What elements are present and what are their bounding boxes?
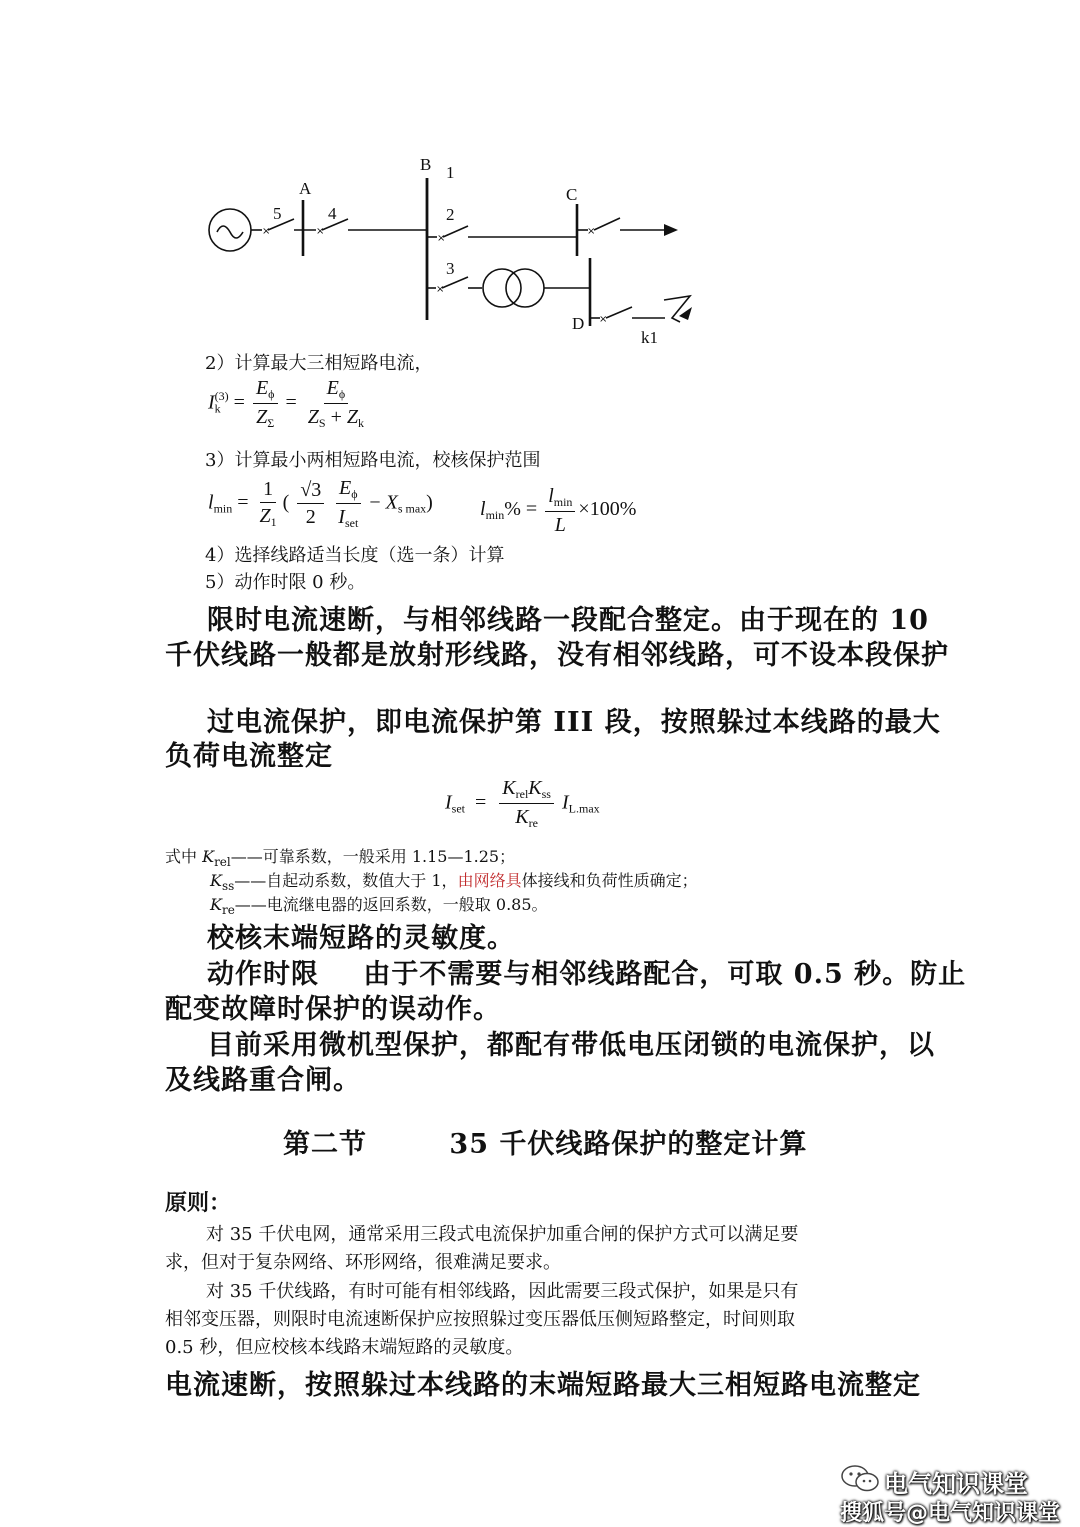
label-B: B [420, 155, 432, 174]
label-k1: k1 [641, 328, 658, 347]
kss-desc-b: 体接线和负荷性质确定； [521, 871, 698, 890]
svg-text:×: × [599, 314, 608, 325]
krel-desc: ——可靠系数，一般采用 1.15—1.25； [230, 847, 516, 866]
svg-text:×: × [316, 226, 325, 237]
label-3: 3 [446, 259, 455, 278]
svg-text:×: × [436, 284, 445, 295]
limited-speed-para-line1: 限时电流速断，与相邻线路一段配合整定。由于现在的 10 [207, 605, 929, 636]
formula-lmin: $l_{min}$ = $\frac{1}{Z_1}$ ( $\frac{√3}{2}$ $\frac{E_\phi}{I_{set}}$ − $X_{s max}$) [208, 477, 433, 531]
label-5: 5 [273, 204, 282, 223]
principle-p2-line2: 相邻变压器，则限时电流速断保护应按照躲过变压器低压侧短路整定，时间则取 [165, 1309, 795, 1330]
principle-p2-line3: 0.5 秒，但应校核本线路末端短路的灵敏度。 [165, 1337, 524, 1358]
timing-desc: 由于不需要与相邻线路配合，可取 0.5 秒。防止 [363, 959, 967, 990]
label-2: 2 [446, 205, 455, 224]
svg-text:×: × [437, 233, 446, 244]
formula-iset: $I_{set}$ = $\frac{K_{rel}K_{ss}}{K_{re}}$ $I_{L.max}$ [445, 777, 600, 831]
where-kss-line: $K_{ss}——$自起动系数，数值大于 1，由网络具体接线和负荷性质确定； [210, 871, 698, 893]
micro-para-line2: 及线路重合闸。 [165, 1065, 361, 1096]
label-1: 1 [446, 163, 455, 182]
principle-heading: 原则： [165, 1190, 232, 1216]
section-number: 第二节 [283, 1129, 367, 1160]
formula-lmin-percent: $l_{min}\%$ = $\frac{l_{min}}{L}$ ×100% [480, 485, 637, 537]
final-para: 电流速断，按照躲过本线路的末端短路最大三相短路电流整定 [165, 1370, 921, 1401]
step-4-text: 4）选择线路适当长度（选一条）计算 [205, 545, 505, 566]
svg-text:×: × [587, 226, 596, 237]
label-4: 4 [328, 204, 337, 223]
principle-p2-line1: 对 35 千伏线路，有时可能有相邻线路，因此需要三段式保护，如果是只有 [206, 1281, 799, 1302]
transformer-symbol-1 [483, 269, 521, 307]
watermark-line2: 搜狐号@电气知识课堂 [840, 1501, 1061, 1526]
generator-symbol [209, 209, 251, 251]
timing-line1 [207, 952, 966, 991]
kre-desc: ——电流继电器的返回系数，一般取 0.85。 [234, 895, 548, 914]
section-heading [283, 1122, 807, 1161]
section-title: 35 千伏线路保护的整定计算 [449, 1129, 808, 1160]
wechat-icon [840, 1464, 880, 1498]
overcurrent-para-line2: 负荷电流整定 [165, 741, 333, 772]
watermark-line1: 电气知识课堂 [884, 1470, 1028, 1498]
limited-speed-para-line2: 千伏线路一般都是放射形线路，没有相邻线路，可不设本段保护 [165, 640, 949, 671]
step-5-text: 5）动作时限 0 秒。 [205, 572, 366, 593]
where-kre-line: $K_{re}——$电流继电器的返回系数，一般取 0.85。 [210, 895, 548, 917]
svg-text:×: × [262, 226, 271, 237]
kss-desc-a: ——自起动系数，数值大于 1， [234, 871, 458, 890]
power-system-diagram [195, 150, 715, 350]
principle-p1-line1: 对 35 千伏电网，通常采用三段式电流保护加重合闸的保护方式可以满足要 [206, 1224, 799, 1245]
kss-desc-red: 由网络具 [457, 871, 522, 890]
step-2-text: 2）计算最大三相短路电流， [205, 353, 433, 374]
label-D: D [572, 314, 585, 333]
micro-para-line1: 目前采用微机型保护，都配有带低电压闭锁的电流保护，以 [207, 1030, 935, 1061]
overcurrent-para-line1: 过电流保护，即电流保护第 III 段，按照躲过本线路的最大 [207, 707, 941, 738]
label-C: C [566, 185, 578, 204]
where-krel-line: 式中 $K_{rel}——$可靠系数，一般采用 1.15—1.25； [165, 847, 516, 869]
label-A: A [299, 179, 312, 198]
check-sensitivity-text: 校核末端短路的灵敏度。 [207, 923, 515, 954]
timing-label: 动作时限 [207, 959, 319, 990]
formula-ik-max: $I_k^{(3)}$ = $\frac{E_\phi}{Z_\Sigma}$ = $\frac{E_\phi}{Z_S + Z_k}$ [208, 377, 364, 431]
step-3-text: 3）计算最小两相短路电流，校核保护范围 [205, 450, 541, 471]
principle-p1-line2: 求，但对于复杂网络、环形网络，很难满足要求。 [165, 1252, 561, 1273]
where-prefix: 式中 [165, 847, 198, 866]
timing-line2: 配变故障时保护的误动作。 [165, 994, 501, 1025]
